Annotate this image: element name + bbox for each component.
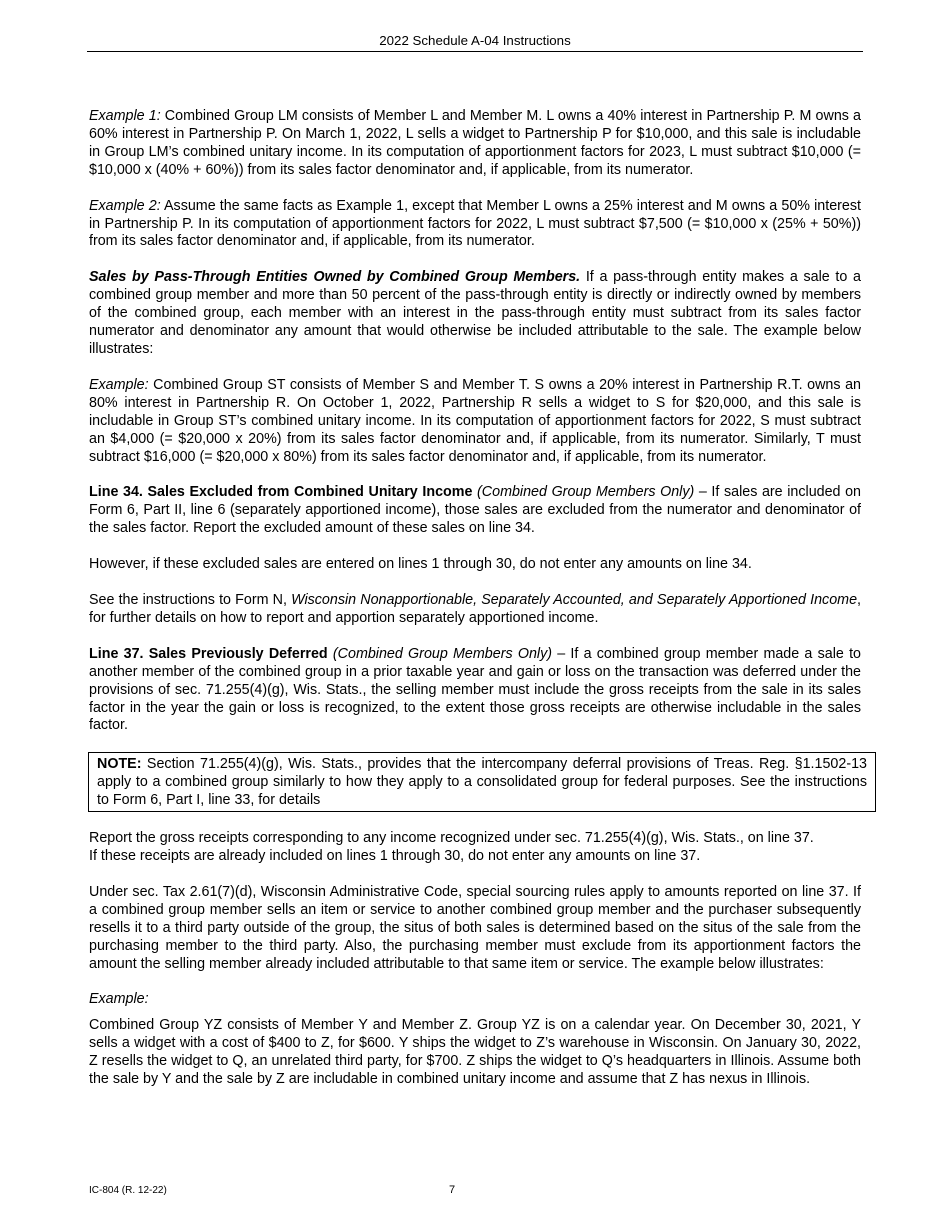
pass-through-text: If a pass-through entity makes a sale to a combined group member and more than 50 percent of the pass-through entity is directly or indirectly owned by members of the combined group, each member with an interest in the pass-through entity must subtract from its sales factor numerator and denominator any amount that would otherwise be included attributable to the sale. The example below illustrates:	[89, 269, 861, 357]
line-34-paragraph	[89, 484, 861, 538]
page-number: 7	[449, 1184, 456, 1196]
pass-through-paragraph	[89, 269, 861, 359]
note-label: NOTE:	[97, 756, 142, 773]
report-line-2: If these receipts are already included on lines 1 through 30, do not enter any amounts on line 37.	[89, 848, 701, 864]
line-37-qualifier: (Combined Group Members Only)	[327, 645, 552, 662]
line-34-qualifier: (Combined Group Members Only)	[472, 484, 695, 501]
example-2-label: Example 2:	[89, 197, 161, 214]
sourcing-paragraph: Under sec. Tax 2.61(7)(d), Wisconsin Administrative Code, special sourcing rules apply to amounts reported on line 37. If a combined group member sells an item or service to another combined group member and the purchaser subsequently resells it to a third party outside of the group, the situs of both sales is determined based on the situs of the sale from the purchasing member to the third party. Also, the purchasing member must exclude from its apportionment factors the amount the selling member already included attributable to that same item or service. The example below illustrates:	[89, 883, 861, 972]
example-1-paragraph	[89, 108, 861, 180]
form-n-reference-paragraph	[89, 592, 861, 628]
example-st-paragraph	[89, 377, 861, 467]
line-37-paragraph	[89, 646, 861, 736]
form-n-title: Wisconsin Nonapportionable, Separately Accounted, and Separately Apportioned Income	[291, 592, 858, 609]
line-34-however: However, if these excluded sales are entered on lines 1 through 30, do not enter any amounts on line 34.	[89, 556, 752, 573]
form-number: IC-804 (R. 12-22)	[89, 1185, 167, 1196]
line-37-text: – If a combined group member made a sale to another member of the combined group in a prior taxable year and gain or loss on the transaction was deferred under the provisions of sec. 71.255(4)(g), Wis. Stats., the selling member must include the gross receipts from the sale in its sales factor in the year the gain or loss is recognized, to the extent those gross receipts are otherwise includable in the sales factor.	[89, 645, 861, 734]
form-n-reference-post: , for further details on how to report and apportion separately apportioned income.	[89, 592, 861, 626]
line-37-heading: Line 37. Sales Previously Deferred	[89, 645, 328, 662]
example-1-label: Example 1:	[89, 108, 161, 124]
line-34-text: – If sales are included on Form 6, Part II, line 6 (separately apportioned income), those sales are excluded from the numerator and denominator of the sales factor. Report the excluded amount of these sales on line 34.	[89, 484, 862, 537]
example-2-text: Assume the same facts as Example 1, except that Member L owns a 25% interest and M owns a 50% interest in Partnership P. In its computation of apportionment factors for 2022, L must subtract $7,500 (= $10,000 x (25% + 50%)) from its sales factor denominator and, if applicable, from its numerator.	[89, 197, 861, 250]
note-box	[88, 752, 876, 812]
note-text: Section 71.255(4)(g), Wis. Stats., provides that the intercompany deferral provisions of Treas. Reg. §1.1502-13 apply to a combined group similarly to how they apply to a consolidated group for federal purposes. See the instructions to Form 6, Part I, line 33, for details	[97, 756, 867, 809]
example-st-label: Example:	[89, 376, 149, 393]
line-34-heading: Line 34. Sales Excluded from Combined Unitary Income	[89, 484, 473, 501]
form-n-reference-pre: See the instructions to Form N,	[89, 592, 292, 609]
example-yz-text: Combined Group YZ consists of Member Y and Member Z. Group YZ is on a calendar year. On December 30, 2021, Y sells a widget with a cost of $400 to Z, for $600. Y ships the widget to Z’s warehouse in Wisconsin. On January 30, 2022, Z resells the widget to Q, an unrelated third party, for $700. Z ships the widget to Q’s headquarters in Illinois. Assume both the sale by Y and the sale by Z are includable in combined unitary income and assume that Z has nexus in Illinois.	[89, 1017, 861, 1088]
example-yz-label: Example:	[89, 991, 149, 1008]
header-divider	[87, 51, 863, 52]
example-1-text: Combined Group LM consists of Member L and Member M. L owns a 40% interest in Partnership P. M owns a 60% interest in Partnership P. On March 1, 2022, L sells a widget to Partnership P for $10,000, and this sale is includable in Group LM’s combined unitary income. In its computation of apportionment factors for 2023, L must subtract $10,000 (= $10,000 x (40% + 60%)) from its sales factor denominator and, if applicable, from its numerator.	[89, 108, 861, 178]
example-st-text: Combined Group ST consists of Member S and Member T. S owns a 20% interest in Partnership R.T. owns an 80% interest in Partnership R. On October 1, 2022, Partnership R sells a widget to S for $20,000, and this sale is includable in Group ST’s combined unitary income. In its computation of apportionment factors for 2022, S must subtract an $4,000 (= $20,000 x 20%) from its sales factor denominator and, if applicable, from its numerator. Similarly, T must subtract $16,000 (= $20,000 x 80%) from its sales factor denominator and, if applicable, from its numerator.	[89, 376, 861, 465]
pass-through-heading: Sales by Pass-Through Entities Owned by Combined Group Members.	[89, 269, 581, 286]
report-paragraph	[89, 830, 879, 866]
document-body	[89, 108, 867, 1107]
report-line-1: Report the gross receipts corresponding to any income recognized under sec. 71.255(4)(g), Wis. Stats., on line 37.	[89, 830, 814, 847]
page-header-title: 2022 Schedule A-04 Instructions	[379, 33, 571, 48]
example-2-paragraph	[89, 198, 861, 252]
